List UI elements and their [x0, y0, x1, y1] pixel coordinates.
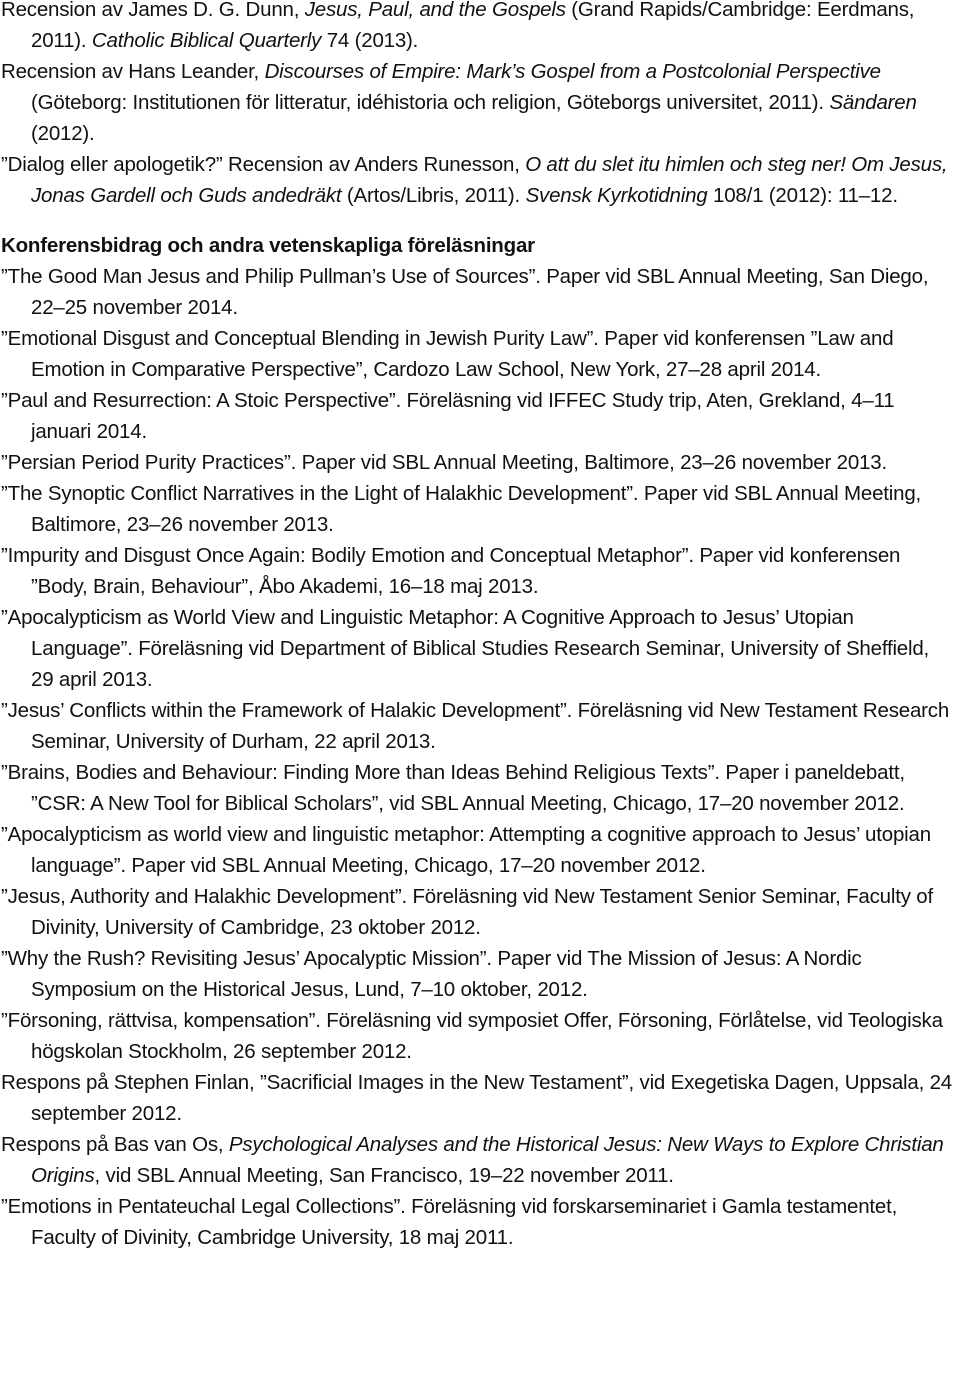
- entry-text: Recension av James D. G. Dunn,: [1, 0, 305, 21]
- entry-text: ”The Synoptic Conflict Narratives in the Light of Halakhic Development”. Paper vid SBL Annual Meeting, Baltimore, 23–26 november 2013.: [1, 482, 922, 536]
- paper-entry: [1, 385, 956, 447]
- entry-title-italic: Sändaren: [829, 91, 917, 114]
- review-list: [1, 0, 956, 211]
- entry-title-italic: O att du slet itu himlen och steg ner! Om Jesus, Jonas Gardell och Guds andedräkt: [31, 153, 948, 207]
- paper-entry: [1, 819, 956, 881]
- entry-text: ”Emotions in Pentateuchal Legal Collections”. Föreläsning vid forskarseminariet i Gamla testamentet, Faculty of Divinity, Cambridge University, 18 maj 2011.: [1, 1195, 898, 1249]
- entry-text: ”Why the Rush? Revisiting Jesus’ Apocalyptic Mission”. Paper vid The Mission of Jesus: A Nordic Symposium on the Historical Jesus, Lund, 7–10 oktober, 2012.: [1, 947, 862, 1001]
- entry-text: ”Försoning, rättvisa, kompensation”. Föreläsning vid symposiet Offer, Försoning, Förlåtelse, vid Teologiska högskolan Stockholm, 26 september 2012.: [1, 1009, 943, 1063]
- entry-title-italic: Svensk Kyrkotidning: [525, 184, 708, 207]
- entry-text: (2012).: [31, 122, 95, 145]
- paper-entry: [1, 602, 956, 695]
- entry-text: ”Brains, Bodies and Behaviour: Finding More than Ideas Behind Religious Texts”. Paper i paneldebatt, ”CSR: A New Tool for Biblical Scholars”, vid SBL Annual Meeting, Chicago, 17–20 november 2012.: [1, 761, 905, 815]
- review-entry: [1, 56, 956, 149]
- entry-text: ”Impurity and Disgust Once Again: Bodily Emotion and Conceptual Metaphor”. Paper vid konferensen ”Body, Brain, Behaviour”, Åbo Akademi, 16–18 maj 2013.: [1, 544, 901, 598]
- conference-paper-list: [1, 261, 956, 1253]
- entry-title-italic: Psychological Analyses and the Historical Jesus: New Ways to Explore Christian Origins: [31, 1133, 944, 1187]
- review-entry: [1, 149, 956, 211]
- entry-text: ”Paul and Resurrection: A Stoic Perspective”. Föreläsning vid IFFEC Study trip, Aten, Grekland, 4–11 januari 2014.: [1, 389, 895, 443]
- section-heading: Konferensbidrag och andra vetenskapliga föreläsningar: [1, 234, 535, 257]
- entry-text: (Göteborg: Institutionen för litteratur, idéhistoria och religion, Göteborgs universitet, 2011).: [31, 91, 830, 114]
- paper-entry: [1, 1129, 956, 1191]
- entry-text: 74 (2013).: [321, 29, 419, 52]
- review-entry: [1, 0, 956, 56]
- paper-entry: [1, 540, 956, 602]
- entry-text: ”Apocalypticism as world view and linguistic metaphor: Attempting a cognitive approach to Jesus’ utopian language”. Paper vid SBL Annual Meeting, Chicago, 17–20 november 2012.: [1, 823, 931, 877]
- paper-entry: [1, 478, 956, 540]
- entry-title-italic: Discourses of Empire: Mark’s Gospel from a Postcolonial Perspective: [264, 60, 881, 83]
- paper-entry: [1, 323, 956, 385]
- paper-entry: [1, 1005, 956, 1067]
- paper-entry: [1, 943, 956, 1005]
- entry-text: ”Apocalypticism as World View and Linguistic Metaphor: A Cognitive Approach to Jesus’ Utopian Language”. Föreläsning vid Department of Biblical Studies Research Seminar, University of Sheffield, 29 april 2013.: [1, 606, 930, 691]
- paper-entry: [1, 695, 956, 757]
- entry-text: ”Jesus, Authority and Halakhic Development”. Föreläsning vid New Testament Senior Seminar, Faculty of Divinity, University of Cambridge, 23 oktober 2012.: [1, 885, 933, 939]
- paper-entry: [1, 1191, 956, 1253]
- entry-text: ”Emotional Disgust and Conceptual Blending in Jewish Purity Law”. Paper vid konferensen ”Law and Emotion in Comparative Perspective”, Cardozo Law School, New York, 27–28 april 2014.: [1, 327, 894, 381]
- entry-text: ”The Good Man Jesus and Philip Pullman’s Use of Sources”. Paper vid SBL Annual Meeting, San Diego, 22–25 november 2014.: [1, 265, 929, 319]
- entry-title-italic: Catholic Biblical Quarterly: [91, 29, 322, 52]
- entry-text: ”Persian Period Purity Practices”. Paper vid SBL Annual Meeting, Baltimore, 23–26 november 2013.: [1, 451, 887, 474]
- entry-text: Respons på Bas van Os,: [1, 1133, 229, 1156]
- entry-text: , vid SBL Annual Meeting, San Francisco, 19–22 november 2011.: [94, 1164, 674, 1187]
- entry-text: Recension av Hans Leander,: [1, 60, 265, 83]
- entry-title-italic: Jesus, Paul, and the Gospels: [304, 0, 566, 21]
- paper-entry: [1, 447, 956, 478]
- entry-text: ”Jesus’ Conflicts within the Framework of Halakic Development”. Föreläsning vid New Testament Research Seminar, University of Durham, 22 april 2013.: [1, 699, 950, 753]
- entry-text: 108/1 (2012): 11–12.: [707, 184, 898, 207]
- paper-entry: [1, 1067, 956, 1129]
- entry-text: (Grand Rapids/Cambridge: Eerdmans, 2011).: [31, 0, 915, 52]
- paper-entry: [1, 881, 956, 943]
- paper-entry: [1, 261, 956, 323]
- entry-text: ”Dialog eller apologetik?” Recension av Anders Runesson,: [1, 153, 526, 176]
- entry-text: (Artos/Libris, 2011).: [341, 184, 526, 207]
- paper-entry: [1, 757, 956, 819]
- entry-text: Respons på Stephen Finlan, ”Sacrificial Images in the New Testament”, vid Exegetiska Dagen, Uppsala, 24 september 2012.: [1, 1071, 953, 1125]
